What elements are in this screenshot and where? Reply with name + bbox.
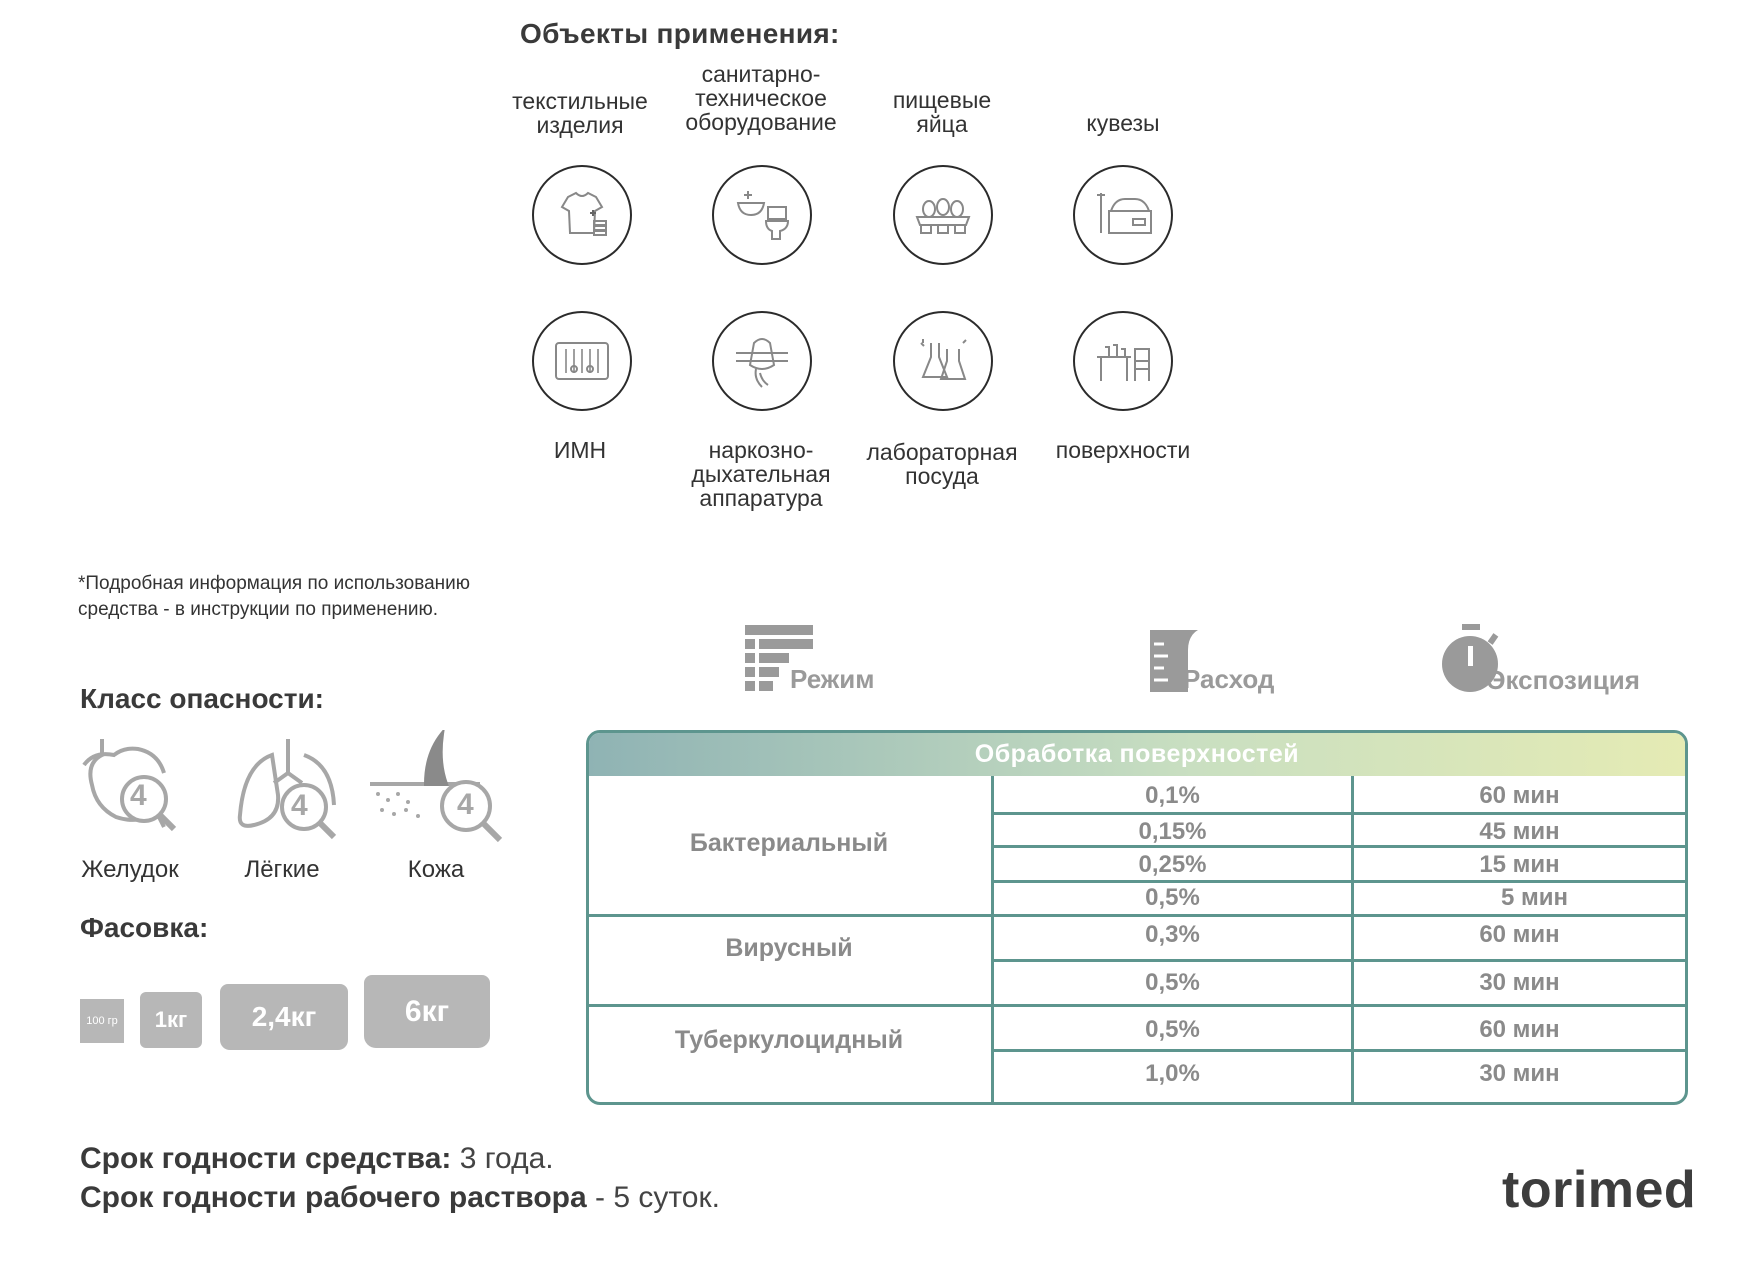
table-cell-concentration: 0,1% bbox=[1145, 782, 1200, 809]
object-label-sanitary: санитарно- техническое оборудование bbox=[685, 61, 837, 135]
surface-treatment-table bbox=[586, 730, 1688, 1105]
object-label-textiles: текстильные изделия bbox=[512, 88, 648, 138]
table-cell-concentration: 0,5% bbox=[1145, 884, 1200, 911]
breathing-mask-icon bbox=[712, 311, 812, 411]
expiry-product-label: Срок годности средства: bbox=[80, 1142, 452, 1175]
table-divider bbox=[991, 1049, 1685, 1052]
brand-logo: torimed bbox=[1502, 1161, 1697, 1219]
expiry-solution-label: Срок годности рабочего раствора bbox=[80, 1181, 587, 1214]
table-cell-exposure: 60 мин bbox=[1479, 921, 1560, 948]
table-cell-exposure: 30 мин bbox=[1479, 1060, 1560, 1087]
table-cell-concentration: 0,5% bbox=[1145, 969, 1200, 996]
object-label-eggs: пищевые яйца bbox=[892, 87, 992, 137]
object-label-anesthesia: наркозно- дыхательная аппаратура bbox=[691, 437, 831, 511]
mode-bacterial: Бактериальный bbox=[689, 829, 889, 857]
package-100g: 100 гр bbox=[80, 999, 124, 1043]
table-cell-concentration: 0,5% bbox=[1145, 1016, 1200, 1043]
expiry-solution bbox=[80, 1181, 720, 1215]
table-divider bbox=[991, 812, 1685, 815]
mode-tuberculocidal: Туберкулоцидный bbox=[674, 1026, 904, 1054]
table-cell-exposure: 30 мин bbox=[1479, 969, 1560, 996]
skin-icon bbox=[368, 730, 514, 855]
object-label-surfaces: поверхности bbox=[1055, 437, 1191, 463]
tshirt-icon bbox=[532, 165, 632, 265]
hazard-label-stomach: Желудок bbox=[81, 856, 179, 883]
table-cell-concentration: 0,3% bbox=[1145, 921, 1200, 948]
table-chair-icon bbox=[1073, 311, 1173, 411]
table-divider bbox=[589, 1004, 1685, 1007]
hazard-title: Класс опасности: bbox=[80, 683, 325, 714]
hazard-label-lungs: Лёгкие bbox=[244, 856, 320, 883]
sink-toilet-icon bbox=[712, 165, 812, 265]
legend-mode: Режим bbox=[790, 664, 875, 694]
object-label-labware: лабораторная посуда bbox=[866, 439, 1018, 489]
table-divider bbox=[991, 959, 1685, 962]
lungs-hazard-class: 4 bbox=[291, 789, 308, 822]
egg-tray-icon bbox=[893, 165, 993, 265]
mode-viral: Вирусный bbox=[725, 934, 853, 962]
lab-flask-icon bbox=[893, 311, 993, 411]
table-cell-concentration: 0,15% bbox=[1138, 818, 1207, 845]
table-cell-exposure: 60 мин bbox=[1479, 1016, 1560, 1043]
expiry-solution-value: - 5 суток. bbox=[595, 1181, 720, 1214]
object-label-incubators: кувезы bbox=[1086, 110, 1160, 136]
object-label-medical-devices: ИМН bbox=[553, 437, 607, 463]
stomach-icon bbox=[80, 735, 186, 846]
lungs-icon bbox=[232, 735, 344, 852]
incubator-icon bbox=[1073, 165, 1173, 265]
objects-title: Объекты применения: bbox=[520, 18, 840, 49]
legend-consumption: Расход bbox=[1183, 664, 1275, 694]
table-divider bbox=[589, 914, 1685, 917]
table-cell-exposure: 45 мин bbox=[1479, 818, 1560, 845]
table-cell-exposure: 60 мин bbox=[1479, 782, 1560, 809]
packaging-title: Фасовка: bbox=[80, 912, 209, 943]
table-divider bbox=[991, 880, 1685, 883]
stomach-hazard-class: 4 bbox=[130, 779, 147, 812]
table-cell-exposure: 15 мин bbox=[1479, 851, 1560, 878]
package-6kg: 6кг bbox=[364, 975, 490, 1048]
skin-hazard-class: 4 bbox=[457, 788, 474, 821]
hazard-label-skin: Кожа bbox=[407, 856, 465, 883]
package-1kg: 1кг bbox=[140, 992, 202, 1048]
legend-exposure: Экспозиция bbox=[1487, 665, 1640, 695]
expiry-product-value: 3 года. bbox=[459, 1142, 554, 1175]
package-2-4kg: 2,4кг bbox=[220, 984, 348, 1050]
medical-tools-icon bbox=[532, 311, 632, 411]
table-title: Обработка поверхностей bbox=[589, 733, 1685, 776]
usage-note: *Подробная информация по использованию средства - в инструкции по применению. bbox=[78, 573, 471, 620]
table-cell-concentration: 1,0% bbox=[1145, 1060, 1200, 1087]
table-cell-concentration: 0,25% bbox=[1138, 851, 1207, 878]
expiry-product bbox=[80, 1142, 554, 1176]
table-cell-exposure: 5 мин bbox=[1500, 884, 1569, 911]
